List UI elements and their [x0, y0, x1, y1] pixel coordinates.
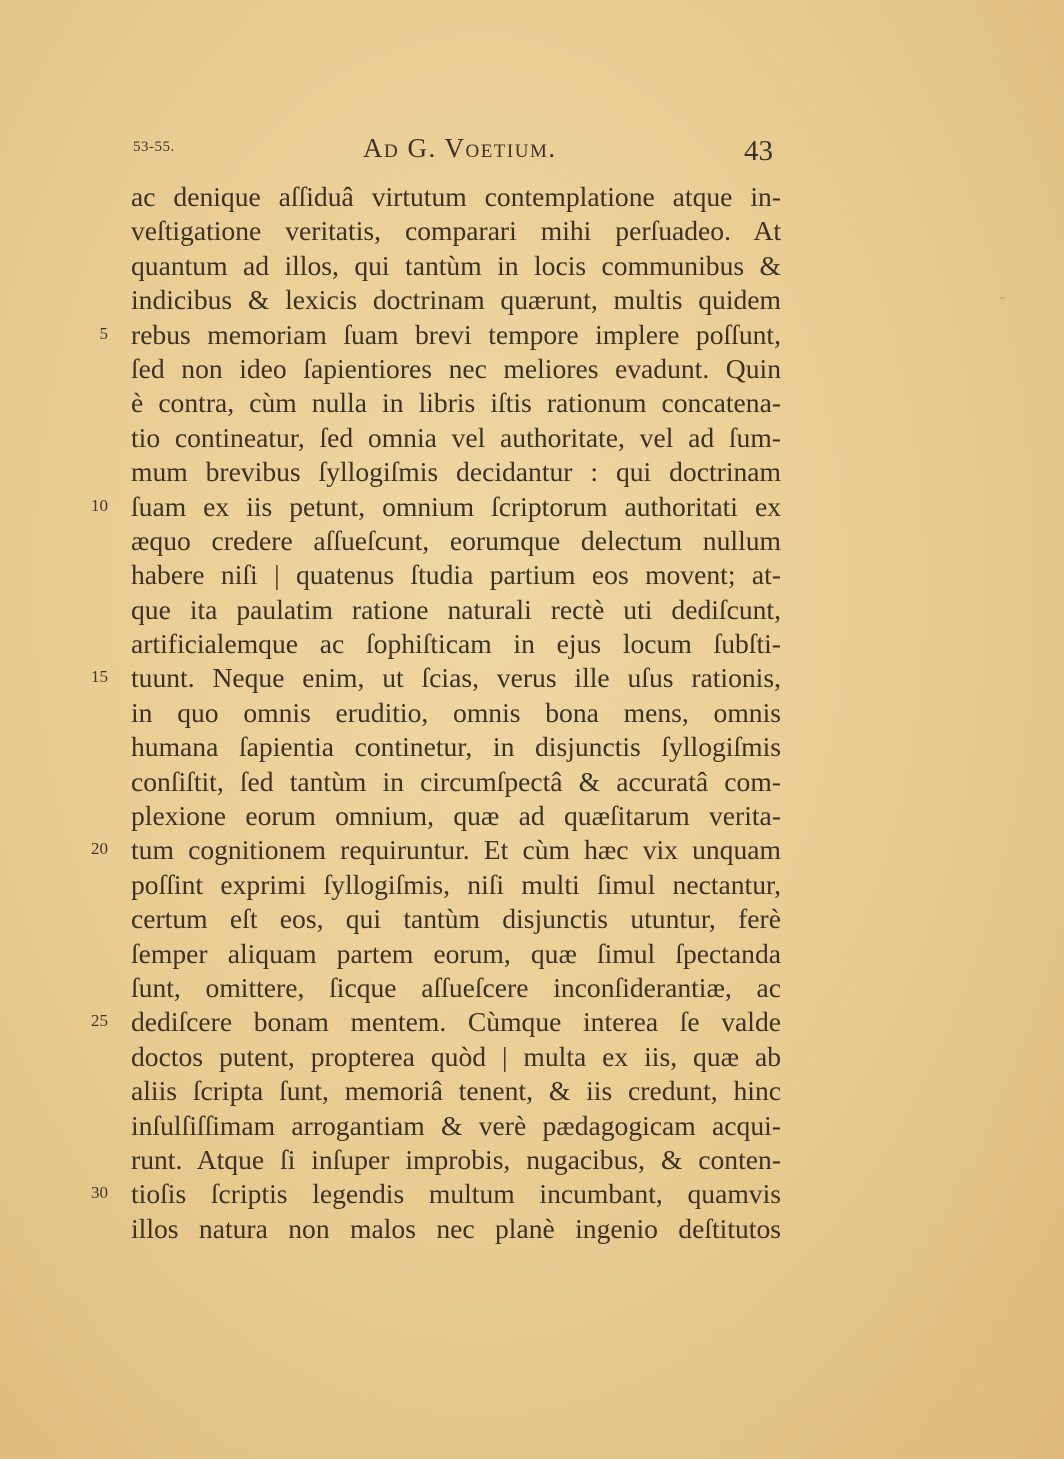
line-number: 5 — [99, 323, 108, 343]
line-text: aliis ſcripta ſunt, memoriâ tenent, & iis credunt, hinc — [131, 1075, 781, 1107]
line-text: runt. Atque ſi inſuper improbis, nugacibus, & conten- — [131, 1143, 781, 1175]
text-line — [0, 283, 1064, 317]
line-text: dediſcere bonam mentem. Cùmque interea ſe valde — [131, 1006, 781, 1038]
text-line — [0, 1040, 1064, 1074]
line-text: plexione eorum omnium, quæ ad quæſitarum verita- — [131, 800, 781, 832]
line-text: ſunt, omittere, ſicque aſſueſcere inconſiderantiæ, ac — [131, 971, 781, 1003]
line-number: 30 — [91, 1183, 108, 1203]
line-text: doctos putent, propterea quòd | multa ex iis, quæ ab — [131, 1040, 781, 1072]
line-text: in quo omnis eruditio, omnis bona mens, omnis — [131, 696, 781, 728]
text-line — [0, 937, 1064, 971]
text-line — [0, 421, 1064, 455]
text-line — [0, 1074, 1064, 1108]
line-text: tum cognitionem requiruntur. Et cùm hæc vix unquam — [131, 834, 781, 866]
line-text: indicibus & lexicis doctrinam quærunt, multis quidem — [131, 284, 781, 316]
text-line — [0, 593, 1064, 627]
text-line — [0, 661, 1064, 695]
line-text: ſed non ideo ſapientiores nec meliores evadunt. Quin — [131, 352, 781, 384]
text-line — [0, 1005, 1064, 1039]
page-number: 43 — [744, 135, 773, 167]
text-line — [0, 971, 1064, 1005]
running-header — [0, 133, 1064, 169]
text-line — [0, 558, 1064, 592]
line-text: tuunt. Neque enim, ut ſcias, verus ille uſus rationis, — [131, 662, 781, 694]
line-text: veſtigatione veritatis, comparari mihi perſuadeo. At — [131, 215, 781, 247]
text-line — [0, 868, 1064, 902]
text-line — [0, 1212, 1064, 1246]
text-line — [0, 1177, 1064, 1211]
text-line — [0, 318, 1064, 352]
paper-speck — [1000, 297, 1005, 299]
text-line — [0, 490, 1064, 524]
text-line — [0, 1109, 1064, 1143]
text-line — [0, 386, 1064, 420]
line-text: habere niſi | quatenus ſtudia partium eos movent; at- — [131, 559, 781, 591]
running-title: Ad G. Voetium. — [363, 133, 557, 163]
text-line — [0, 455, 1064, 489]
line-number: 15 — [91, 667, 108, 687]
text-line — [0, 627, 1064, 661]
text-line — [0, 765, 1064, 799]
text-line — [0, 730, 1064, 764]
line-text: artificialemque ac ſophiſticam in ejus locum ſubſti- — [131, 628, 781, 660]
line-number: 10 — [91, 495, 108, 515]
line-text: ac denique aſſiduâ virtutum contemplatione atque in- — [131, 181, 781, 212]
body-text — [0, 180, 1064, 1246]
line-text: quantum ad illos, qui tantùm in locis communibus & — [131, 249, 781, 281]
section-reference: 53-55. — [133, 139, 175, 155]
text-line — [0, 249, 1064, 283]
text-line — [0, 696, 1064, 730]
text-line — [0, 524, 1064, 558]
line-text: tioſis ſcriptis legendis multum incumbant, quamvis — [131, 1178, 781, 1210]
line-text: æquo credere aſſueſcunt, eorumque delectum nullum — [131, 524, 781, 556]
line-text: mum brevibus ſyllogiſmis decidantur : qui doctrinam — [131, 456, 781, 488]
line-number: 20 — [91, 839, 108, 859]
line-text: poſſint exprimi ſyllogiſmis, niſi multi ſimul nectantur, — [131, 868, 781, 900]
text-line — [0, 214, 1064, 248]
text-line — [0, 180, 1064, 214]
line-text: que ita paulatim ratione naturali rectè uti dediſcunt, — [131, 593, 781, 625]
line-number: 25 — [91, 1011, 108, 1031]
line-text: inſulſiſſimam arrogantiam & verè pædagogicam acqui- — [131, 1109, 781, 1141]
text-line — [0, 1143, 1064, 1177]
line-text: illos natura non malos nec planè ingenio deſtitutos — [131, 1212, 781, 1244]
line-text: certum eſt eos, qui tantùm disjunctis utuntur, ferè — [131, 903, 781, 935]
text-line — [0, 352, 1064, 386]
text-line — [0, 799, 1064, 833]
line-text: è contra, cùm nulla in libris iſtis rationum concatena- — [131, 387, 781, 419]
line-text: tio contineatur, ſed omnia vel authoritate, vel ad ſum- — [131, 421, 781, 453]
line-text: humana ſapientia continetur, in disjunctis ſyllogiſmis — [131, 731, 781, 763]
line-text: rebus memoriam ſuam brevi tempore implere poſſunt, — [131, 318, 781, 350]
line-text: ſemper aliquam partem eorum, quæ ſimul ſpectanda — [131, 937, 781, 969]
line-text: ſuam ex iis petunt, omnium ſcriptorum authoritati ex — [131, 490, 781, 522]
line-text: conſiſtit, ſed tantùm in circumſpectâ & accuratâ com- — [131, 765, 781, 797]
text-line — [0, 833, 1064, 867]
text-line — [0, 902, 1064, 936]
